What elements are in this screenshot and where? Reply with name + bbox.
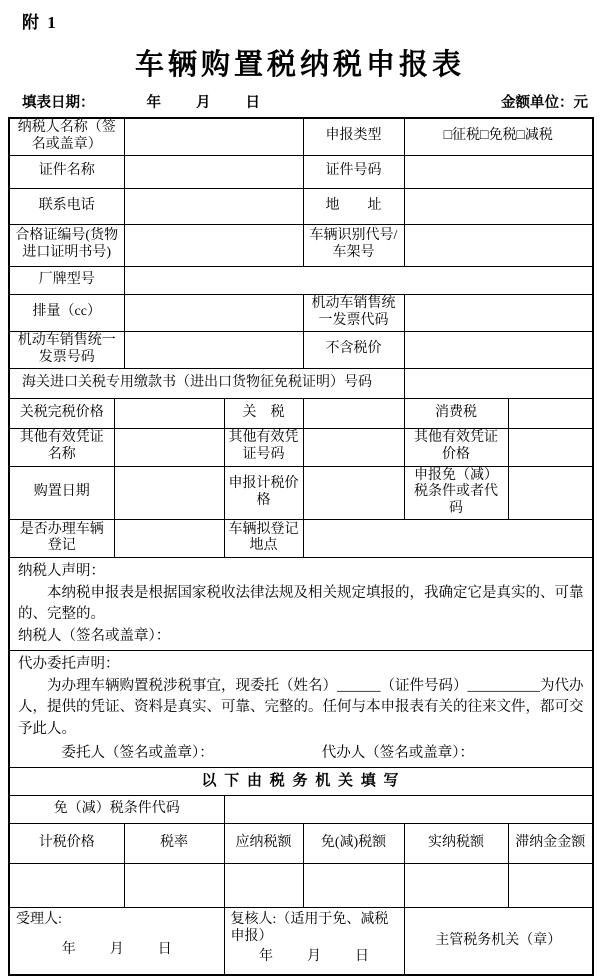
price-ex-tax-label: 不含税价 [303,331,404,368]
declare-type-checkboxes: □征税□免税□减税 [404,118,593,155]
consumption-tax-label: 消费税 [404,398,508,428]
table-row [9,155,593,188]
reviewer-label: 复核人:（适用于免、减税申报） [230,911,389,944]
reviewer-date: 年 月 日 [259,949,371,965]
register-place-field [303,519,593,557]
taxpayer-name-field [124,118,303,155]
tax-payable-field [224,863,303,907]
customs-doc-field [404,368,593,398]
purchase-date-field [114,466,224,519]
page-title: 车辆购置税纳税申报表 [134,49,465,81]
other-cert-no-label: 其他有效凭证号码 [224,428,303,466]
col-late-fee: 滞纳金金额 [508,823,593,863]
agent-declaration-title: 代办委托声明： [18,655,120,672]
vehicle-register-label: 是否办理车辆登记 [9,519,114,557]
tax-rate-field [124,863,224,907]
col-tax-exempted: 免(减)税额 [303,823,404,863]
tax-exempted-field [303,863,404,907]
other-cert-name-field [114,428,224,466]
table-row [9,823,593,863]
col-tax-paid: 实纳税额 [404,823,508,863]
address-label: 地 址 [303,188,404,224]
exemption-code-label: 免（减）税条件代码 [9,795,224,823]
brand-model-field [124,266,593,294]
agent-sign-row [18,743,584,765]
vin-label: 车辆识别代号/车架号 [303,224,404,266]
other-cert-price-label: 其他有效凭证价格 [404,428,508,466]
col-taxable-price: 计税价格 [9,823,124,863]
displacement-field [124,294,303,331]
table-row [9,294,593,331]
taxpayer-sign-label: 纳税人（签名或盖章）： [18,628,171,645]
table-row [9,519,593,557]
acceptor-label: 受理人: [16,911,62,927]
table-row [9,907,593,975]
amount-unit-label: 金额单位：元 [501,95,588,111]
cert-no-field [404,155,593,188]
acceptor-date: 年 月 日 [61,941,174,957]
reviewer-cell [224,907,404,975]
taxpayer-declaration-title: 纳税人声明： [18,562,105,579]
consumption-tax-field [508,398,593,428]
price-ex-tax-field [404,331,593,368]
declaration-form-table [8,117,594,976]
fill-date-fields: 年 月 日 [146,95,262,111]
table-row [9,368,593,398]
displacement-label: 排量（cc） [9,294,124,331]
invoice-no-label: 机动车销售统一发票号码 [9,331,124,368]
taxpayer-name-label: 纳税人名称（签名或盖章） [9,118,124,155]
exemption-condition-label: 申报免（减）税条件或者代码 [404,466,508,519]
table-row [9,224,593,266]
cert-no-label: 证件号码 [303,155,404,188]
col-tax-rate: 税率 [124,823,224,863]
exemption-condition-field [508,466,593,519]
register-place-label: 车辆拟登记地点 [224,519,303,557]
vin-field [404,224,593,266]
cert-name-field [124,155,303,188]
attachment-label: 附 1 [22,13,58,32]
table-row [9,557,593,650]
other-cert-name-label: 其他有效凭证名称 [9,428,114,466]
taxpayer-declaration [9,557,593,650]
table-row [9,650,593,767]
principal-sign-label: 委托人（签名或盖章）： [61,744,214,761]
table-row [9,767,593,795]
brand-model-label: 厂牌型号 [9,266,124,294]
table-row [9,188,593,224]
tax-paid-field [404,863,508,907]
other-cert-price-field [508,428,593,466]
fill-date-label: 填表日期： [22,95,95,111]
authority-cell: 主管税务机关（章） [404,907,593,975]
table-row [9,466,593,519]
declare-type-label: 申报类型 [303,118,404,155]
invoice-code-label: 机动车销售统一发票代码 [303,294,404,331]
taxable-price-field [9,863,124,907]
agent-declaration [9,650,593,767]
late-fee-field [508,863,593,907]
acceptor-cell [9,907,224,975]
fill-date [22,91,262,112]
invoice-no-field [124,331,303,368]
table-row [9,118,593,155]
table-row [9,266,593,294]
other-cert-no-field [303,428,404,466]
phone-field [124,188,303,224]
coc-no-label: 合格证编号(货物进口证明书号) [9,224,124,266]
table-row [9,331,593,368]
declared-price-label: 申报计税价格 [224,466,303,519]
customs-value-field [114,398,224,428]
form-meta-row [22,91,588,112]
purchase-date-label: 购置日期 [9,466,114,519]
customs-duty-field [303,398,404,428]
official-section-title: 以 下 由 税 务 机 关 填 写 [9,767,593,795]
agent-declaration-body: 为办理车辆购置税涉税事宜，现委托（姓名）______（证件号码）__________为代办人，提供的凭证、资料是真实、可靠、完整的。任何与本申报表有关的往来文件，都可交予此人。 [18,677,584,738]
table-row [9,795,593,823]
table-row [9,428,593,466]
customs-value-label: 关税完税价格 [9,398,114,428]
table-row [9,398,593,428]
address-field [404,188,593,224]
customs-duty-label: 关 税 [224,398,303,428]
col-tax-payable: 应纳税额 [224,823,303,863]
declared-price-field [303,466,404,519]
cert-name-label: 证件名称 [9,155,124,188]
invoice-code-field [404,294,593,331]
phone-label: 联系电话 [9,188,124,224]
agent-sign-label: 代办人（签名或盖章）： [321,744,474,761]
coc-no-field [124,224,303,266]
vehicle-register-field [114,519,224,557]
exemption-code-field [224,795,593,823]
table-row [9,863,593,907]
taxpayer-declaration-body: 本纳税申报表是根据国家税收法律法规及相关规定填报的，我确定它是真实的、可靠的、完整的。 [18,584,584,623]
customs-doc-label: 海关进口关税专用缴款书（进出口货物征免税证明）号码 [9,368,404,398]
